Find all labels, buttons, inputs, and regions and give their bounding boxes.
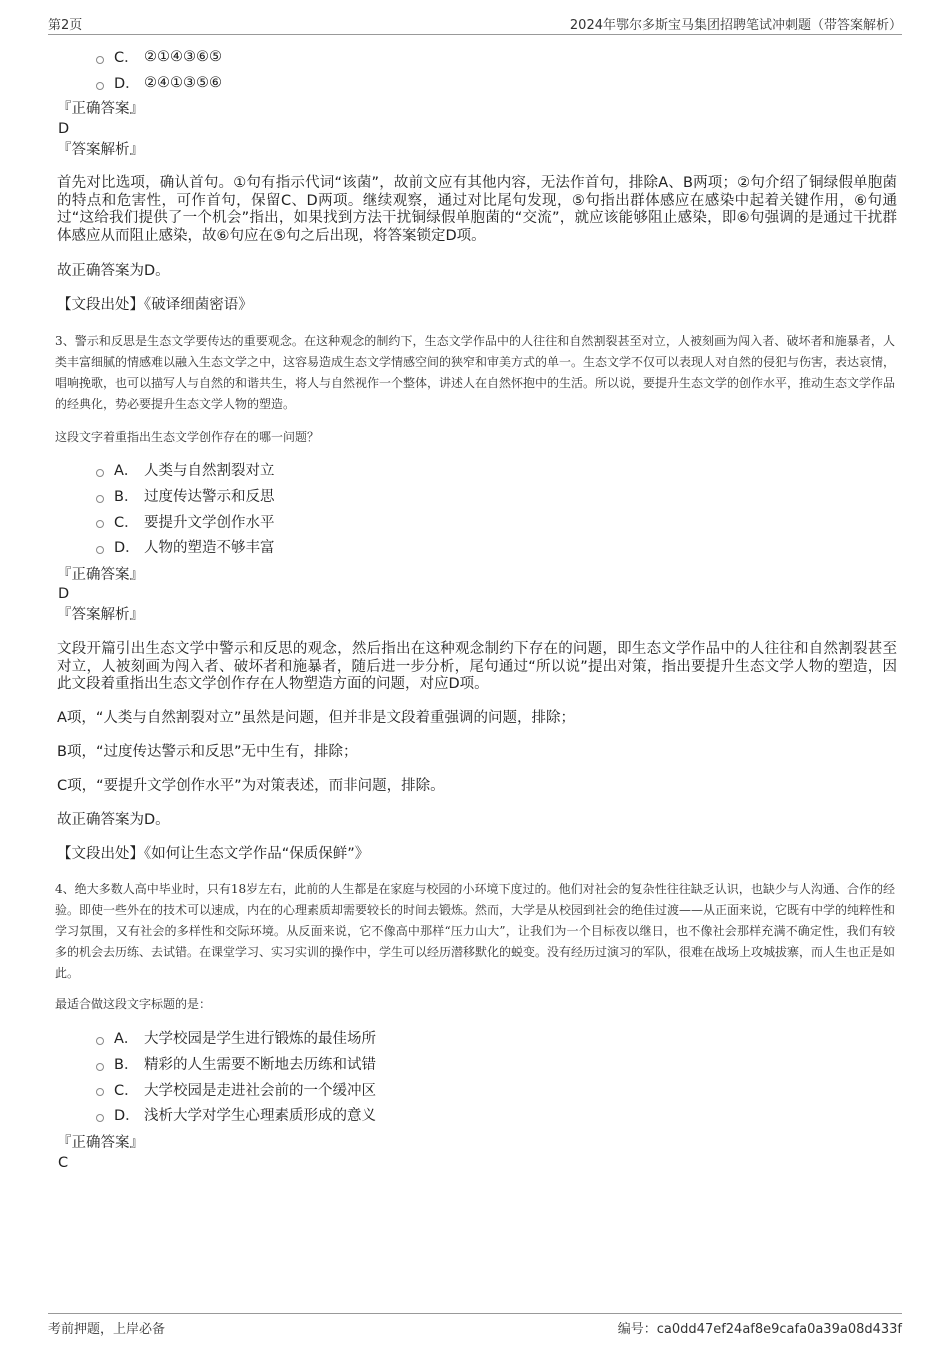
q3-answer: D xyxy=(58,586,70,602)
q2-option-d[interactable]: D． ②④①③⑤⑥ xyxy=(96,70,222,96)
q4-option-d[interactable]: D． 浅析大学对学生心理素质形成的意义 xyxy=(96,1102,376,1128)
footer-code-label: 编号： xyxy=(617,1322,657,1337)
q3-option-a[interactable]: A． 人类与自然割裂对立 xyxy=(96,457,275,483)
q4-passage: 4、绝大多数人高中毕业时，只有18岁左右，此前的人生都是在家庭与校园的小环境下度过的。他们对社会的复杂性往往缺乏认识，也缺少与人沟通、合作的经验。即使一些外在的技术可以速成，内在的心理素质却需要较长的时间去锻炼。然而，大学是从校园到社会的绝佳过渡——从正面来说，它既有中学的纯粹性和学习氛围，又有社会的多样性和交际环境。从反面来说，它不像高中那样“压力山大”，让我们为一个目标夜以继日，也不像社会那样充满不确定性，我们有较多的机会去历练、去试错。在课堂学习、实习实训的操作中，学生可以经历潜移默化的蜕变。没有经历过演习的军队，很难在战场上攻城拔寨，而人生也正是如此。 xyxy=(55,882,896,980)
q2-analysis: 首先对比选项，确认首句。①句有指示代词“该菌”，故前文应有其他内容，无法作首句，排除A、B两项；②句介绍了铜绿假单胞菌的特点和危害性，可作首句，保留C、D两项。继续观察，通过对比尾句发现，⑤句指出群体感应在感染中起着关键作用，⑥句通过“这给我们提供了一个机会”指出，如果找到方法干扰铜绿假单胞菌的“交流”，就应该能够阻止感染，即⑥句强调的是通过干扰群体感应从而阻止感染，故⑥句应在⑤句之后出现，将答案锁定D项。 xyxy=(57,175,897,244)
radio-icon[interactable] xyxy=(96,1114,104,1122)
footer-code-value: ca0dd47ef24af8e9cafa0a39a08d433f xyxy=(656,1322,902,1337)
radio-icon[interactable] xyxy=(96,82,104,90)
q3-option-b[interactable]: B． 过度传达警示和反思 xyxy=(96,483,275,509)
q4-options xyxy=(96,1025,376,1128)
q3-options xyxy=(96,457,275,560)
q3-passage: 3、警示和反思是生态文学要传达的重要观念。在这种观念的制约下，生态文学作品中的人往往和自然割裂甚至对立，人被刻画为闯入者、破坏者和施暴者，人类丰富细腻的情感难以融入生态文学之中，这容易造成生态文学情感空间的狭窄和审美方式的单一。生态文学不仅可以表现人对自然的侵犯与伤害，表达哀情，唱响挽歌，也可以描写人与自然的和谐共生，将人与自然视作一个整体，讲述人在自然怀抱中的生活。所以说，要提升生态文学的创作水平，推动生态文学作品的经典化，势必要提升生态文学人物的塑造。 xyxy=(55,334,896,411)
q3-option-d[interactable]: D． 人物的塑造不够丰富 xyxy=(96,534,275,560)
q3-analysis: 文段开篇引出生态文学中警示和反思的观念，然后指出在这种观念制约下存在的问题，即生态文学作品中的人往往和自然割裂甚至对立，人被刻画为闯入者、破坏者和施暴者，随后进一步分析，尾句通过“所以说”提出对策，指出要提升生态文学人物的塑造，因此文段着重指出生态文学创作存在人物塑造方面的问题，对应D项。 xyxy=(57,641,897,692)
footer-code xyxy=(618,1318,902,1337)
radio-icon[interactable] xyxy=(96,1063,104,1071)
radio-icon[interactable] xyxy=(96,546,104,554)
radio-icon[interactable] xyxy=(96,1037,104,1045)
q4-question: 最适合做这段文字标题的是： xyxy=(55,997,212,1011)
q3-option-c[interactable]: C． 要提升文学创作水平 xyxy=(96,508,275,534)
q2-answer: D xyxy=(58,121,70,137)
q3-source: 【文段出处】《如何让生态文学作品“保质保鲜”》 xyxy=(57,846,370,862)
q2-conclusion: 故正确答案为D。 xyxy=(57,263,170,279)
q3-answer-label: 『正确答案』 xyxy=(57,567,144,583)
q3-note-b: B项，“过度传达警示和反思”无中生有，排除； xyxy=(57,744,358,760)
radio-icon[interactable] xyxy=(96,1088,104,1096)
radio-icon[interactable] xyxy=(96,469,104,477)
q2-option-c[interactable]: C． ②①④③⑥⑤ xyxy=(96,44,222,70)
q3-note-c: C项，“要提升文学创作水平”为对策表述，而非问题，排除。 xyxy=(57,778,445,794)
q4-option-c[interactable]: C． 大学校园是走进社会前的一个缓冲区 xyxy=(96,1076,376,1102)
q3-question: 这段文字着重指出生态文学创作存在的哪一问题？ xyxy=(55,430,320,444)
q2-options xyxy=(96,44,222,95)
page-footer xyxy=(48,1313,902,1337)
page-header xyxy=(48,14,902,35)
q4-option-b[interactable]: B． 精彩的人生需要不断地去历练和试错 xyxy=(96,1051,376,1077)
q2-analysis-label: 『答案解析』 xyxy=(57,142,144,158)
radio-icon[interactable] xyxy=(96,520,104,528)
radio-icon[interactable] xyxy=(96,495,104,503)
radio-icon[interactable] xyxy=(96,56,104,64)
q3-conclusion: 故正确答案为D。 xyxy=(57,812,170,828)
q3-analysis-label: 『答案解析』 xyxy=(57,607,144,623)
q4-answer-label: 『正确答案』 xyxy=(57,1135,144,1151)
footer-slogan: 考前押题，上岸必备 xyxy=(48,1322,166,1337)
document-title: 2024年鄂尔多斯宝马集团招聘笔试冲刺题（带答案解析） xyxy=(569,18,902,33)
q3-note-a: A项，“人类与自然割裂对立”虽然是问题，但并非是文段着重强调的问题，排除； xyxy=(57,710,575,726)
page-number: 第2页 xyxy=(48,18,83,33)
q2-answer-label: 『正确答案』 xyxy=(57,101,144,117)
q4-answer: C xyxy=(58,1155,69,1171)
q4-option-a[interactable]: A． 大学校园是学生进行锻炼的最佳场所 xyxy=(96,1025,376,1051)
q2-source: 【文段出处】《破译细菌密语》 xyxy=(57,297,253,313)
